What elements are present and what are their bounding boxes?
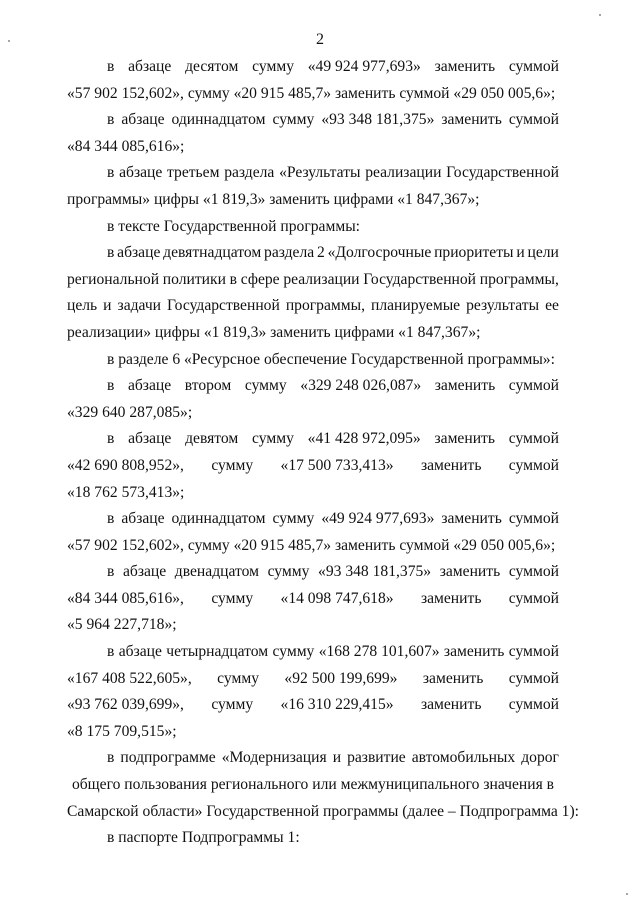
word: «93 762 039,699», (67, 696, 184, 714)
text-line (67, 506, 559, 533)
text-line (67, 107, 559, 134)
text-line (67, 54, 559, 81)
word: девятом (185, 430, 239, 448)
text-line: «8 175 709,515»; (67, 722, 177, 740)
word: суммой (508, 643, 559, 661)
word: суммой (508, 589, 559, 607)
word: в (107, 164, 115, 182)
word: заменить (420, 589, 482, 607)
word: абзаце (127, 377, 172, 395)
text-line (67, 559, 559, 586)
text-line: «57 902 152,602», сумму «20 915 485,7» заменить суммой «29 050 005,6»; (67, 84, 556, 102)
text-line (67, 267, 559, 294)
word: суммой (508, 510, 559, 528)
word: «Результаты (279, 164, 361, 182)
text-line: в разделе 6 «Ресурсное обеспечение Государственной программы»: (107, 350, 555, 368)
paragraph (67, 559, 559, 639)
scan-speck (599, 14, 601, 16)
word: четырнадцатом (166, 643, 269, 661)
word: втором (184, 377, 232, 395)
word: развитие (347, 749, 406, 767)
word: заменить (439, 563, 501, 581)
word: «16 310 229,415» (280, 696, 394, 714)
word: «168 278 101,607» (318, 643, 440, 661)
word: 2 (316, 244, 325, 262)
word: абзаце (122, 563, 167, 581)
word: «84 344 085,616», (67, 589, 184, 607)
word: в (107, 244, 115, 262)
word: в (107, 563, 115, 581)
word: заменить (434, 377, 496, 395)
word: «167 408 522,605», (67, 669, 192, 687)
word: раздела (224, 164, 275, 182)
word: заменить (441, 510, 502, 528)
word: реализации (283, 270, 360, 288)
word: планируемые (370, 297, 461, 315)
text-line (67, 293, 559, 320)
text-line: «84 344 085,616»; (67, 137, 185, 155)
word: заменить (420, 696, 482, 714)
word: сумму (252, 430, 294, 448)
word: суммой (508, 430, 559, 448)
word: Государственной (446, 164, 559, 182)
paragraph (67, 107, 559, 160)
paragraph (67, 347, 559, 374)
word: абзаце (118, 643, 162, 661)
word: программы, (285, 297, 365, 315)
word: абзаце (121, 111, 165, 129)
word: в (107, 377, 115, 395)
word: заменить (422, 669, 484, 687)
word: Государственной (167, 297, 280, 315)
scan-speck (626, 893, 628, 895)
word: заменить (443, 643, 505, 661)
word: суммой (508, 377, 559, 395)
word: «Долгосрочные (327, 244, 432, 262)
word: в (229, 270, 238, 288)
text-line (67, 745, 559, 772)
text-line: «5 964 227,718»; (67, 616, 177, 634)
word: цель (67, 297, 98, 315)
word: дорог (521, 749, 559, 767)
word: сумму (217, 669, 259, 687)
text-line: «329 640 287,085»; (67, 403, 193, 421)
word: результаты (466, 297, 540, 315)
word: «Модернизация (221, 749, 327, 767)
text-line (67, 426, 559, 453)
word: «93 348 181,375» (318, 563, 432, 581)
word: и (103, 297, 112, 315)
word: сумму (211, 696, 254, 714)
word: раздела (264, 244, 315, 262)
word: в (107, 430, 115, 448)
word: суммой (508, 456, 559, 474)
paragraph (67, 426, 559, 506)
word: суммой (508, 563, 559, 581)
word: в (107, 510, 115, 528)
word: цели (527, 244, 559, 262)
word: абзаце (128, 430, 172, 448)
word: десятом (185, 58, 239, 75)
word: сфере (240, 270, 280, 288)
word: заменить (434, 430, 495, 448)
scan-speck (8, 40, 10, 42)
word: одиннадцатом (171, 510, 266, 528)
word: программы, (479, 270, 559, 288)
word: «92 500 199,699» (284, 669, 398, 687)
text-line: в тексте Государственной программы: (107, 217, 361, 235)
word: Государственной (363, 270, 477, 288)
word: в (107, 58, 115, 75)
paragraph (67, 54, 559, 107)
text-line: «57 902 152,602», сумму «20 915 485,7» заменить суммой «29 050 005,6»; (67, 536, 556, 554)
word: задачи (117, 297, 162, 315)
word: «17 500 733,413» (280, 456, 394, 474)
word: суммой (508, 696, 559, 714)
text-line: «18 762 573,413»; (67, 483, 185, 501)
word: «14 098 747,618» (280, 589, 394, 607)
word: суммой (508, 669, 559, 687)
word: в (107, 643, 115, 661)
word: суммой (508, 111, 559, 129)
text-line (67, 373, 559, 400)
paragraph (67, 373, 559, 426)
word: и (516, 244, 525, 262)
word: «49 924 977,693» (321, 510, 435, 528)
word: абзаце (128, 58, 172, 75)
word: сумму (211, 456, 254, 474)
word: сумму (244, 377, 287, 395)
paragraph (67, 240, 559, 346)
paragraph (67, 214, 559, 241)
paragraph (67, 160, 559, 213)
word: заменить (441, 111, 502, 129)
word: суммой (508, 58, 559, 75)
text-line: Самарской области» Государственной программы (далее – Подпрограмма 1): (67, 802, 579, 820)
word: в (107, 749, 115, 767)
word: политики (162, 270, 226, 288)
text-line: общего пользования регионального или межмуниципального значения в (71, 776, 555, 794)
text-line (67, 160, 559, 187)
paragraph (67, 639, 559, 745)
text-line (67, 586, 559, 613)
word: «329 248 026,087» (300, 377, 422, 395)
word: «41 428 972,095» (307, 430, 421, 448)
word: заменить (434, 58, 496, 75)
word: ее (545, 297, 559, 315)
text-line: в паспорте Подпрограммы 1: (107, 829, 300, 847)
paragraph (67, 745, 579, 825)
text-line (67, 240, 559, 267)
word: девятнадцатом (163, 244, 262, 262)
text-line: программы» цифры «1 819,3» заменить цифрами «1 847,367»; (67, 190, 480, 208)
text-line: реализации» цифры «1 819,3» заменить цифрами «1 847,367»; (67, 323, 481, 341)
text-line (67, 639, 559, 666)
page-number: 2 (316, 31, 324, 48)
word: «42 690 808,952», (67, 456, 184, 474)
word: реализации (365, 164, 442, 182)
document-body (67, 54, 579, 852)
word: двенадцатом (174, 563, 259, 581)
word: сумму (252, 58, 294, 75)
word: третьем (167, 164, 220, 182)
word: одиннадцатом (171, 111, 266, 129)
word: сумму (211, 589, 254, 607)
word: абзаце (121, 510, 165, 528)
word: и (332, 749, 342, 767)
word: абзаце (117, 244, 161, 262)
word: сумму (267, 563, 310, 581)
word: сумму (272, 643, 315, 661)
word: заменить (420, 456, 482, 474)
word: «93 348 181,375» (321, 111, 435, 129)
text-line (67, 666, 559, 693)
word: абзаце (119, 164, 163, 182)
paragraph (67, 825, 559, 852)
text-line (67, 453, 559, 480)
word: сумму (272, 510, 315, 528)
word: в (107, 111, 115, 129)
word: подпрограмме (120, 749, 216, 767)
text-line (67, 692, 559, 719)
word: автомобильных (411, 749, 516, 767)
word: «49 924 977,693» (307, 58, 421, 75)
word: региональной (67, 270, 160, 288)
word: приоритеты (434, 244, 514, 262)
paragraph (67, 506, 559, 559)
word: сумму (272, 111, 315, 129)
